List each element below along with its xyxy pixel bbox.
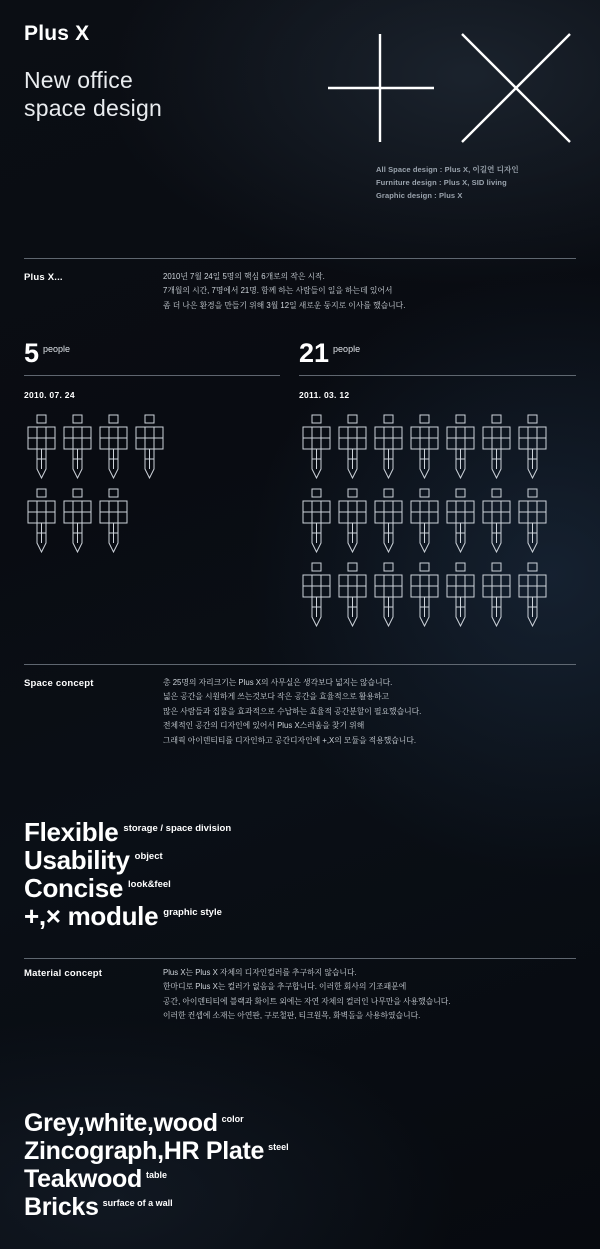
keyword-flexible-sub: storage / space division	[123, 823, 232, 835]
person-pictogram	[479, 560, 515, 634]
person-pictogram-icon	[335, 486, 371, 560]
credits-block	[376, 163, 519, 202]
divider-stat-left	[24, 375, 280, 376]
person-pictogram-icon	[371, 560, 407, 634]
credit-line-3: Graphic design : Plus X	[376, 191, 463, 201]
person-pictogram-icon	[515, 560, 551, 634]
intro-paragraph	[163, 270, 563, 313]
person-pictogram	[407, 486, 443, 560]
person-pictogram	[299, 412, 335, 486]
person-pictogram-icon	[407, 560, 443, 634]
keyword-module-main: +,× module	[24, 901, 159, 931]
material-concept-line-1: Plus X는 Plus X 자체의 디자인컬러를 추구하지 않습니다.	[163, 968, 357, 977]
material-concept-paragraph	[163, 966, 573, 1024]
material-steel-sub: steel	[268, 1141, 289, 1152]
person-pictogram	[335, 412, 371, 486]
person-pictogram-icon	[299, 486, 335, 560]
people-row	[299, 486, 551, 560]
person-pictogram	[24, 486, 60, 560]
stat-count-right	[299, 340, 360, 367]
stat-unit-right: people	[333, 344, 361, 354]
stat-date-right: 2011. 03. 12	[299, 390, 350, 400]
person-pictogram-icon	[371, 412, 407, 486]
person-pictogram-icon	[24, 486, 60, 560]
section-label-space-concept: Space concept	[24, 678, 94, 689]
material-wall-sub: surface of a wall	[102, 1197, 173, 1208]
divider-space-concept	[24, 664, 576, 665]
stat-count-right-value: 21	[299, 338, 330, 368]
person-pictogram	[96, 486, 132, 560]
material-color-main: Grey,white,wood	[24, 1109, 218, 1137]
person-pictogram-icon	[443, 560, 479, 634]
person-pictogram-icon	[132, 412, 168, 486]
person-pictogram-icon	[96, 412, 132, 486]
material-concept-line-4: 이러한 컨셉에 소재는 아연판, 구로철판, 티크원목, 화벽돌을 사용하였습니다.	[163, 1011, 421, 1021]
person-pictogram	[132, 412, 168, 486]
person-pictogram-icon	[299, 560, 335, 634]
people-group-left	[24, 412, 168, 560]
keyword-concise-sub: look&feel	[128, 879, 171, 891]
material-table-sub: table	[146, 1169, 168, 1180]
person-pictogram-icon	[371, 486, 407, 560]
material-color-sub: color	[221, 1113, 244, 1124]
person-pictogram-icon	[60, 412, 96, 486]
stat-date-left: 2010. 07. 24	[24, 390, 75, 400]
person-pictogram	[479, 412, 515, 486]
headline-line-2: space design	[24, 95, 162, 122]
stat-count-left-value: 5	[24, 338, 40, 368]
person-pictogram-icon	[335, 560, 371, 634]
person-pictogram	[443, 560, 479, 634]
person-pictogram	[299, 560, 335, 634]
person-pictogram-icon	[479, 486, 515, 560]
keyword-module-sub: graphic style	[163, 907, 222, 919]
material-concept-line-3: 공간, 아이덴티티에 블랙과 화이트 외에는 자연 자체의 컬러인 나무만을 사용했습니다.	[163, 996, 451, 1006]
headline-line-1: New office	[24, 67, 133, 93]
person-pictogram	[96, 412, 132, 486]
person-pictogram	[515, 486, 551, 560]
space-concept-line-2: 넓은 공간을 시원하게 쓰는것보다 작은 공간을 효율적으로 활용하고	[163, 692, 390, 702]
person-pictogram	[443, 486, 479, 560]
people-row	[299, 560, 551, 634]
person-pictogram-icon	[515, 412, 551, 486]
material-wall-main: Bricks	[24, 1193, 99, 1221]
material-wall	[24, 1193, 173, 1221]
stat-count-left	[24, 340, 70, 367]
keyword-usability-sub: object	[134, 851, 163, 863]
people-row	[24, 486, 168, 560]
person-pictogram	[371, 486, 407, 560]
space-concept-line-3: 많은 사람들과 집물을 효과적으로 수납하는 효율적 공간분할이 필요했습니다.	[163, 706, 422, 716]
person-pictogram-icon	[515, 486, 551, 560]
person-pictogram	[407, 412, 443, 486]
intro-line-3: 좀 더 나은 환경을 만들기 위해 3월 12일 새로운 둥지로 이사를 했습니다.	[163, 300, 406, 310]
person-pictogram-icon	[24, 412, 60, 486]
keyword-flexible	[24, 818, 231, 846]
page-title: Plus X	[24, 22, 90, 45]
person-pictogram	[299, 486, 335, 560]
person-pictogram	[407, 560, 443, 634]
stat-unit-left: people	[43, 344, 71, 354]
divider-stat-right	[299, 375, 576, 376]
space-concept-line-1: 총 25명의 자리크기는 Plus X의 사무실은 생각보다 넓지는 않습니다.	[163, 678, 393, 687]
divider-intro	[24, 258, 576, 259]
person-pictogram-icon	[443, 412, 479, 486]
person-pictogram	[479, 486, 515, 560]
person-pictogram-icon	[60, 486, 96, 560]
person-pictogram-icon	[407, 412, 443, 486]
material-steel-main: Zincograph,HR Plate	[24, 1137, 265, 1165]
person-pictogram-icon	[299, 412, 335, 486]
intro-line-1: 2010년 7월 24일 5명의 핵심 6개로의 작은 시작.	[163, 272, 325, 281]
people-row	[24, 412, 168, 486]
people-row	[299, 412, 551, 486]
person-pictogram	[60, 412, 96, 486]
material-table	[24, 1165, 167, 1193]
people-group-right	[299, 412, 551, 634]
headline	[24, 66, 162, 122]
person-pictogram	[335, 560, 371, 634]
material-steel	[24, 1137, 289, 1165]
person-pictogram	[60, 486, 96, 560]
person-pictogram	[24, 412, 60, 486]
space-concept-paragraph	[163, 676, 563, 748]
keyword-usability-main: Usability	[24, 845, 130, 875]
section-label-intro: Plus X...	[24, 272, 63, 283]
keyword-flexible-main: Flexible	[24, 817, 119, 847]
person-pictogram-icon	[335, 412, 371, 486]
credit-line-2: Furniture design : Plus X, SID living	[376, 178, 507, 188]
section-label-material-concept: Material concept	[24, 968, 103, 979]
person-pictogram	[335, 486, 371, 560]
space-concept-line-5: 그래픽 아이덴티티를 디자인하고 공간디자인에 +,X의 모듈을 적용했습니다.	[163, 735, 417, 745]
divider-material-concept	[24, 958, 576, 959]
material-concept-line-2: 한마디로 Plus X는 컬러가 없음을 추구합니다. 이러한 회사의 기조패문에	[163, 982, 407, 992]
person-pictogram	[371, 560, 407, 634]
space-concept-line-4: 전체적인 공간의 디자인에 있어서 Plus X스러움을 찾기 위해	[163, 721, 365, 731]
intro-line-2: 7개월의 시간, 7명에서 21명. 함께 하는 사람들이 일을 하는데 있어서	[163, 286, 393, 296]
keyword-module	[24, 902, 222, 930]
material-color	[24, 1109, 244, 1137]
person-pictogram-icon	[96, 486, 132, 560]
person-pictogram	[515, 412, 551, 486]
person-pictogram	[443, 412, 479, 486]
material-table-main: Teakwood	[24, 1165, 142, 1193]
plus-cross-logo	[322, 20, 580, 155]
person-pictogram-icon	[407, 486, 443, 560]
keyword-concise	[24, 874, 171, 902]
credit-line-1: All Space design : Plus X, 이길연 디자인	[376, 165, 519, 174]
keyword-concise-main: Concise	[24, 873, 124, 903]
person-pictogram-icon	[443, 486, 479, 560]
person-pictogram	[371, 412, 407, 486]
person-pictogram	[515, 560, 551, 634]
keyword-usability	[24, 846, 163, 874]
person-pictogram-icon	[479, 412, 515, 486]
person-pictogram-icon	[479, 560, 515, 634]
